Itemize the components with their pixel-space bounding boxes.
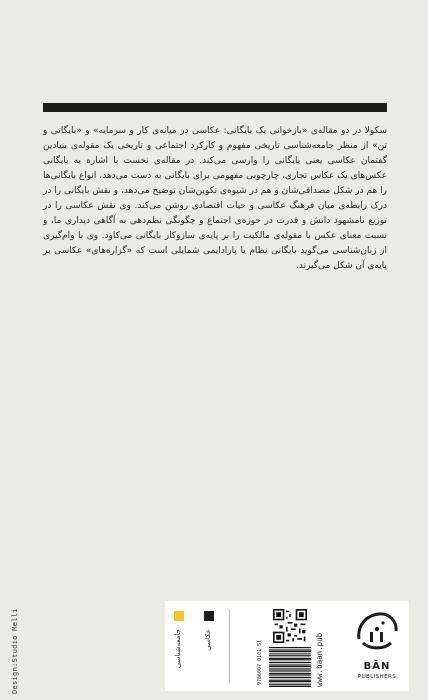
publisher-panel [165, 601, 409, 691]
isbn-number: 9786007 0101 51 [257, 639, 263, 685]
category-swatch-sociology [174, 611, 184, 621]
top-divider-bar [43, 103, 387, 112]
publisher-logo [353, 609, 401, 655]
back-cover-blurb: سکولا در دو مقاله‌ی «بازخوانی یک بایگانی: عکاسی در میانه‌ی کار و سرمایه» و «بایگانی و تن» از منظر جامعه‌شناسی تاریخی مفهوم و کارکرد اجتماعی و تاریخی یک مقوله‌ی بنیادین گفتمان عکاسی یعنی بایگانی را وارسی می‌کند. در مقاله‌ی نخست با اشاره به بایگانی عکس‌های یک عکاس تجاری، چارچوبی مفهومی برای بایگانی به دست می‌دهد، انواع بایگانی‌ها را هم در شکل مصداقی‌شان و هم در شیوه‌ی تکوین‌شان توضیح می‌دهد، و نقش بایگانی را در درک رابطه‌ی میان فرهنگ عکاسی و حیات اقتصادی روشن می‌کند. وی نقش عکاسی را در توزیع نامشهود دانش و قدرت در حوزه‌ی اجتماع و چگونگی نظم‌دهی به آگاهی دیداری ما، و نسبت معنای عکس با مقوله‌ی مالکیت را بر پایه‌ی سازوکار بایگانی می‌کاود. وی با وام‌گیری از زبان‌شناسی می‌گوید بایگانی نظام یا پارادایمی شمایلی است که «گزاره‌های» عکاسی بر پایه‌ی آن شکل می‌گیرند. [43, 126, 387, 271]
publisher-name: BĀN [363, 661, 391, 672]
design-credit: Design:Studio Melli [11, 608, 19, 694]
category-swatch-photography [204, 611, 214, 621]
category-photography [203, 611, 215, 651]
category-label-photography: عکاسی [204, 629, 212, 651]
qr-code [273, 609, 307, 643]
publisher-subtitle: PUBLISHERS [357, 674, 397, 680]
category-sociology [173, 611, 185, 668]
panel-divider [229, 609, 230, 683]
category-label-sociology: جامعه‌شناسی [174, 629, 182, 669]
website-url: www.baan.pub [315, 632, 324, 687]
barcode [269, 647, 311, 687]
